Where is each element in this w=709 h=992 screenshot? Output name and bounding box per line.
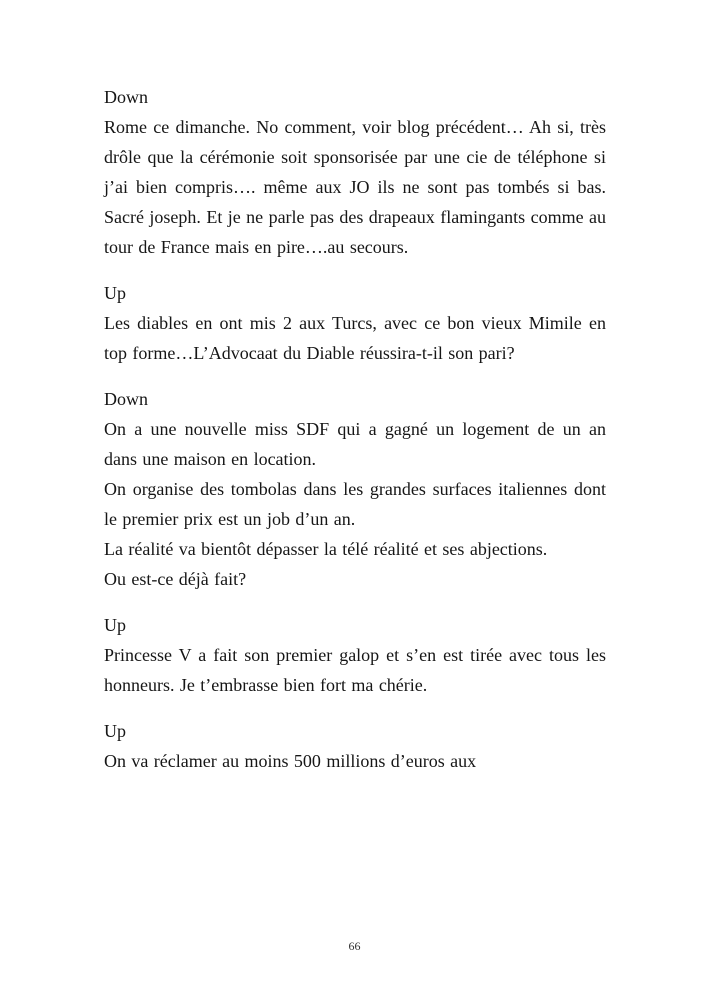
paragraph: Ou est-ce déjà fait?: [104, 569, 247, 589]
paragraph: Princesse V a fait son premier galop et s’en est tirée avec tous les honneurs. Je t’embrasse bien fort ma chérie.: [104, 645, 606, 695]
section-heading: Down: [104, 87, 148, 107]
page-content: [104, 82, 606, 776]
section-down-1: [104, 82, 606, 262]
paragraph: Les diables en ont mis 2 aux Turcs, avec ce bon vieux Mimile en top forme…L’Advocaat du Diable réussira-t-il son pari?: [104, 313, 606, 363]
page-number: 66: [348, 939, 361, 953]
section-heading: Up: [104, 615, 126, 635]
section-heading: Up: [104, 283, 126, 303]
paragraph: Rome ce dimanche. No comment, voir blog précédent… Ah si, très drôle que la cérémonie soit sponsorisée par une cie de téléphone si j’ai bien compris…. même aux JO ils ne sont pas tombés si bas. Sacré joseph. Et je ne parle pas des drapeaux flamingants comme au tour de France mais en pire….au secours.: [104, 117, 606, 257]
section-heading: Down: [104, 389, 148, 409]
section-up-1: [104, 278, 606, 368]
paragraph: On a une nouvelle miss SDF qui a gagné un logement de un an dans une maison en location.: [104, 419, 606, 469]
paragraph: On organise des tombolas dans les grandes surfaces italiennes dont le premier prix est un job d’un an.: [104, 479, 606, 529]
section-up-2: [104, 610, 606, 700]
section-up-3: [104, 716, 606, 776]
section-down-2: [104, 384, 606, 594]
paragraph: On va réclamer au moins 500 millions d’euros aux: [104, 751, 477, 771]
section-heading: Up: [104, 721, 126, 741]
paragraph: La réalité va bientôt dépasser la télé réalité et ses abjections.: [104, 539, 548, 559]
